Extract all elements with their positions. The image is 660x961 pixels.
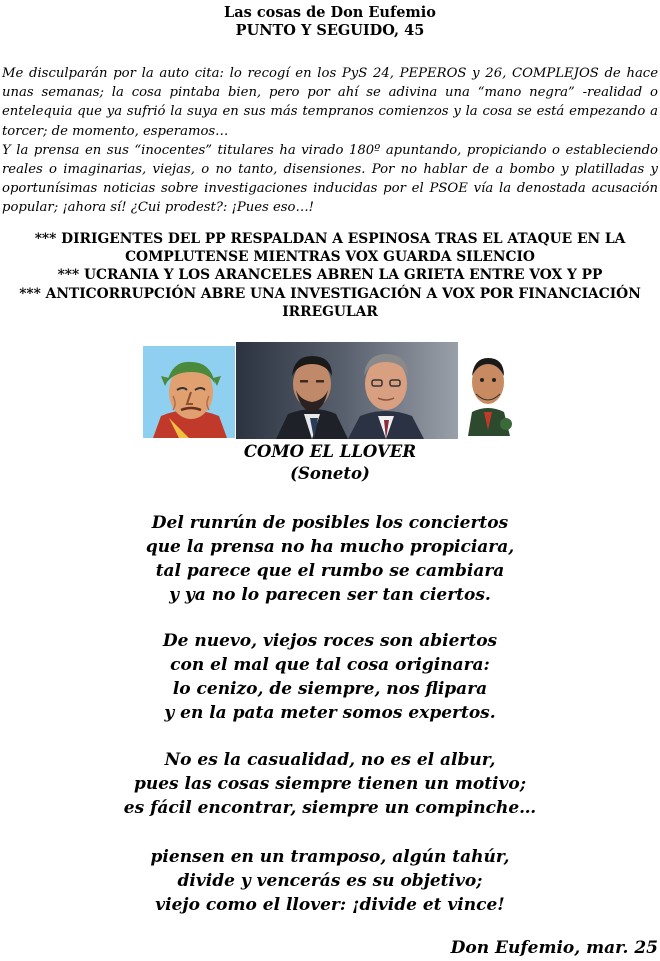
- caricature-image: [458, 350, 518, 436]
- poem-line: con el mal que tal cosa originara:: [170, 655, 490, 675]
- poem-line: piensen en un tramposo, algún tahúr,: [150, 847, 510, 867]
- author-signature: Don Eufemio, mar. 25: [450, 938, 658, 958]
- headline-line: *** UCRANIA Y LOS ARANCELES ABREN LA GRIETA ENTRE VOX Y PP: [57, 267, 603, 284]
- two-politicians-photo: [236, 342, 458, 439]
- headline-line: *** ANTICORRUPCIÓN ABRE UNA INVESTIGACIÓN A VOX POR FINANCIACIÓN: [19, 285, 641, 302]
- poem-title: COMO EL LLOVER: [243, 442, 417, 461]
- caesar-cartoon-image: [143, 346, 235, 438]
- poem-subtitle: (Soneto): [290, 464, 370, 483]
- poem-line: y ya no lo parecen ser tan ciertos.: [169, 585, 491, 605]
- poem-line: tal parece que el rumbo se cambiara: [155, 561, 505, 581]
- poem-line: es fácil encontrar, siempre un compinche…: [123, 798, 537, 818]
- poem-line: pues las cosas siempre tienen un motivo;: [133, 774, 527, 794]
- poem-stanza: [0, 845, 660, 917]
- poem-stanza: [0, 748, 660, 820]
- intro-paragraph-1: Me disculparán por la auto cita: lo recogí en los PyS 24, PEPEROS y 26, COMPLEJOS de hace unas semanas; la cosa pintaba bien, pero por ahí se adivina una “mano negra” -realidad o entelequia que ya sufrió la suya en sus más tempranos comienzos y la cosa se está empezando a torcer; de momento, esperamos…: [2, 66, 658, 139]
- column-title: Las cosas de Don Eufemio: [224, 4, 436, 21]
- poem-stanza: [0, 511, 660, 607]
- intro-text: [2, 64, 658, 218]
- article-title: PUNTO Y SEGUIDO, 45: [235, 22, 425, 39]
- poem-line: y en la pata meter somos expertos.: [164, 703, 496, 723]
- poem-line: Del runrún de posibles los conciertos: [151, 513, 509, 533]
- image-strip: [0, 342, 660, 440]
- headline-line: COMPLUTENSE MIENTRAS VOX GUARDA SILENCIO: [125, 249, 535, 266]
- poem-stanza: [0, 629, 660, 725]
- headline-line: IRREGULAR: [282, 303, 378, 320]
- poem-line: que la prensa no ha mucho propiciara,: [145, 537, 515, 557]
- poem-line: viejo como el llover: ¡divide et vince!: [155, 895, 505, 915]
- headline-line: *** DIRIGENTES DEL PP RESPALDAN A ESPINOSA TRAS EL ATAQUE EN LA: [34, 231, 626, 247]
- headlines-block: [0, 230, 660, 321]
- poem-line: De nuevo, viejos roces son abiertos: [162, 631, 498, 651]
- poem-line: No es la casualidad, no es el albur,: [164, 750, 496, 770]
- intro-paragraph-2: Y la prensa en sus “inocentes” titulares ha virado 180º apuntando, propiciando o estableciendo reales o imaginarias, viejas, o no tanto, disensiones. Por no hablar de a bombo y platilladas y oportunísimas noticias sobre investigaciones inducidas por el PSOE vía la denostada acusación popular; ¡ahora sí! ¿Cui prodest?: ¡Pues eso…!: [2, 142, 658, 216]
- poem-line: lo cenizo, de siempre, nos flipara: [172, 679, 488, 699]
- poem-line: divide y vencerás es su objetivo;: [177, 871, 483, 891]
